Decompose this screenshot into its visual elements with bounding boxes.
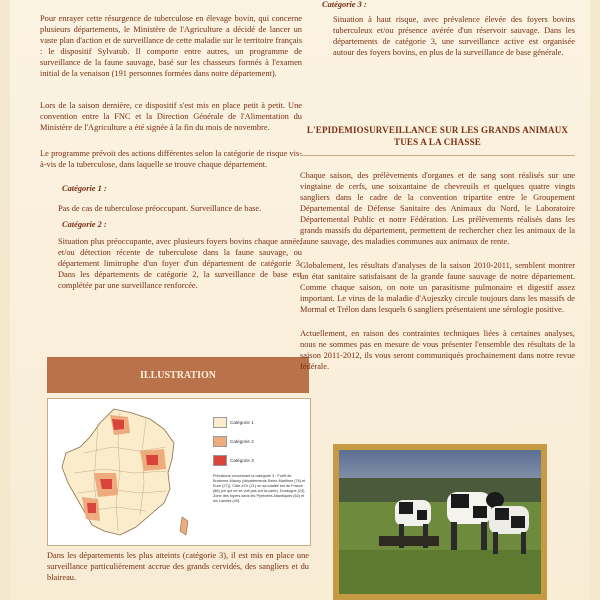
paragraph-sampling: Chaque saison, des prélèvements d'organes et de sang sont réalisés sur une vingtaine de cerfs, une soixantaine de chevreuils et quelques quatre vingts sangliers dans le cadre de la convention tripartite entre le Groupement Départemental de Défense Sanitaire des Animaux du Nord, le Laboratoire Départemental Public et notre Fédération. Les prélèvements réalisés dans les grands massifs du département, permettent de rechercher chez les animaux de la faune sauvage, des maladies communes aux animaux de rente. [300, 171, 575, 246]
intro-paragraph: Pour enrayer cette résurgence de tuberculose en élevage bovin, qui concerne plusieurs départements, le Ministère de l'Agriculture a décidé de lancer un vaste plan d'action et de surveillance de cette maladie sur le territoire français : le dispositif Sylvatub. Il comporte entre autres, un programme de surveillance de la faune sauvage, basé sur les chasseurs formés à l'examen initial de la venaison (191 personnes formées dans notre département). [40, 14, 302, 78]
map-caption: Dans les départements les plus atteints (catégorie 3), il est mis en place une surveillance particulièrement accrue des grands cervidés, des sangliers et du blaireau. [47, 551, 309, 582]
page [10, 0, 590, 600]
legend-label-cat3: Catégorie 3 [230, 458, 254, 463]
legend-label-cat1: Catégorie 1 [230, 420, 254, 425]
category-3-text: Situation à haut risque, avec prévalence élevée des foyers bovins tuberculeux et/ou présence avérée d'un réservoir sauvage. Dans les départements de catégorie 3, une surveillance active est organisée autour des foyers bovins, en plus de la surveillance de base générale. [333, 15, 575, 57]
category-2-text: Situation plus préoccupante, avec plusieurs foyers bovins chaque année, et/ou détection récente de tuberculose dans la faune sauvage, ou département limitrophe d'un foyer d'un département de catégorie 3. Dans les départements de catégorie 2, la surveillance de base est complétée par une surveillance renforcée. [58, 237, 302, 290]
legend-note: Précisions concernant la catégorie 3 : Forêt de Brotonne-Mauny (départements Seine-Maritime (76) et Eure (27)), Côte d'Or (21) en sa totalité est de France (88) (ce qui ne se voit pas sur la carte), Dordogne (24), Zone des foyers dans les Pyrénées Atlantiques (64) et les Landes (40). [213, 474, 306, 503]
legend-swatch-cat3 [213, 455, 227, 466]
section-title: L'EPIDEMIOSURVEILLANCE SUR LES GRANDS ANIMAUX TUES A LA CHASSE [306, 125, 569, 147]
legend-swatch-cat1 [213, 417, 227, 428]
legend-swatch-cat2 [213, 436, 227, 447]
cattle-photo-frame [333, 444, 547, 600]
category-1-title: Catégorie 1 : [62, 184, 107, 193]
cattle-photo-graphic [339, 450, 541, 594]
paragraph-programme: Le programme prévoit des actions différentes selon la catégorie de risque vis-à-vis de la tuberculose, dans laquelle se trouve chaque département. [40, 149, 302, 169]
legend-label-cat2: Catégorie 2 [230, 439, 254, 444]
feeder [379, 536, 439, 546]
section-underline [300, 155, 575, 156]
france-risk-map [47, 398, 311, 546]
category-3-title: Catégorie 3 : [322, 0, 367, 9]
category-1-text: Pas de cas de tuberculose préoccupant. Surveillance de base. [58, 204, 262, 213]
category-2-title: Catégorie 2 : [62, 220, 107, 229]
france-map-graphic [54, 403, 194, 543]
paragraph-season: Lors de la saison dernière, ce dispositif s'est mis en place petit à petit. Une convention entre la FNC et la Direction Générale de l'Alimentation du Ministère de l'Agriculture a été signée à la fin du mois de novembre. [40, 101, 302, 132]
corsica [180, 517, 188, 535]
paragraph-upcoming: Actuellement, en raison des contraintes techniques liées à certaines analyses, nous ne sommes pas en mesure de vous présenter l'ensemble des résultats de la saison 2011-2012, ils vous seront communiqués prochainement dans notre revue fédérale. [300, 329, 575, 371]
cattle-photo [339, 450, 541, 594]
paragraph-results: Globalement, les résultats d'analyses de la saison 2010-2011, semblent montrer un état sanitaire satisfaisant de la grande faune sauvage de notre département. Comme chaque saison, on note un parasitisme pulmonaire et digestif assez important. Le virus de la maladie d'Aujeszky circule toujours dans les massifs de Mormal et Trélon dans lesquels 6 sangliers présentaient une sérologie positive. [300, 261, 575, 314]
illustration-banner: ILLUSTRATION [47, 357, 309, 393]
